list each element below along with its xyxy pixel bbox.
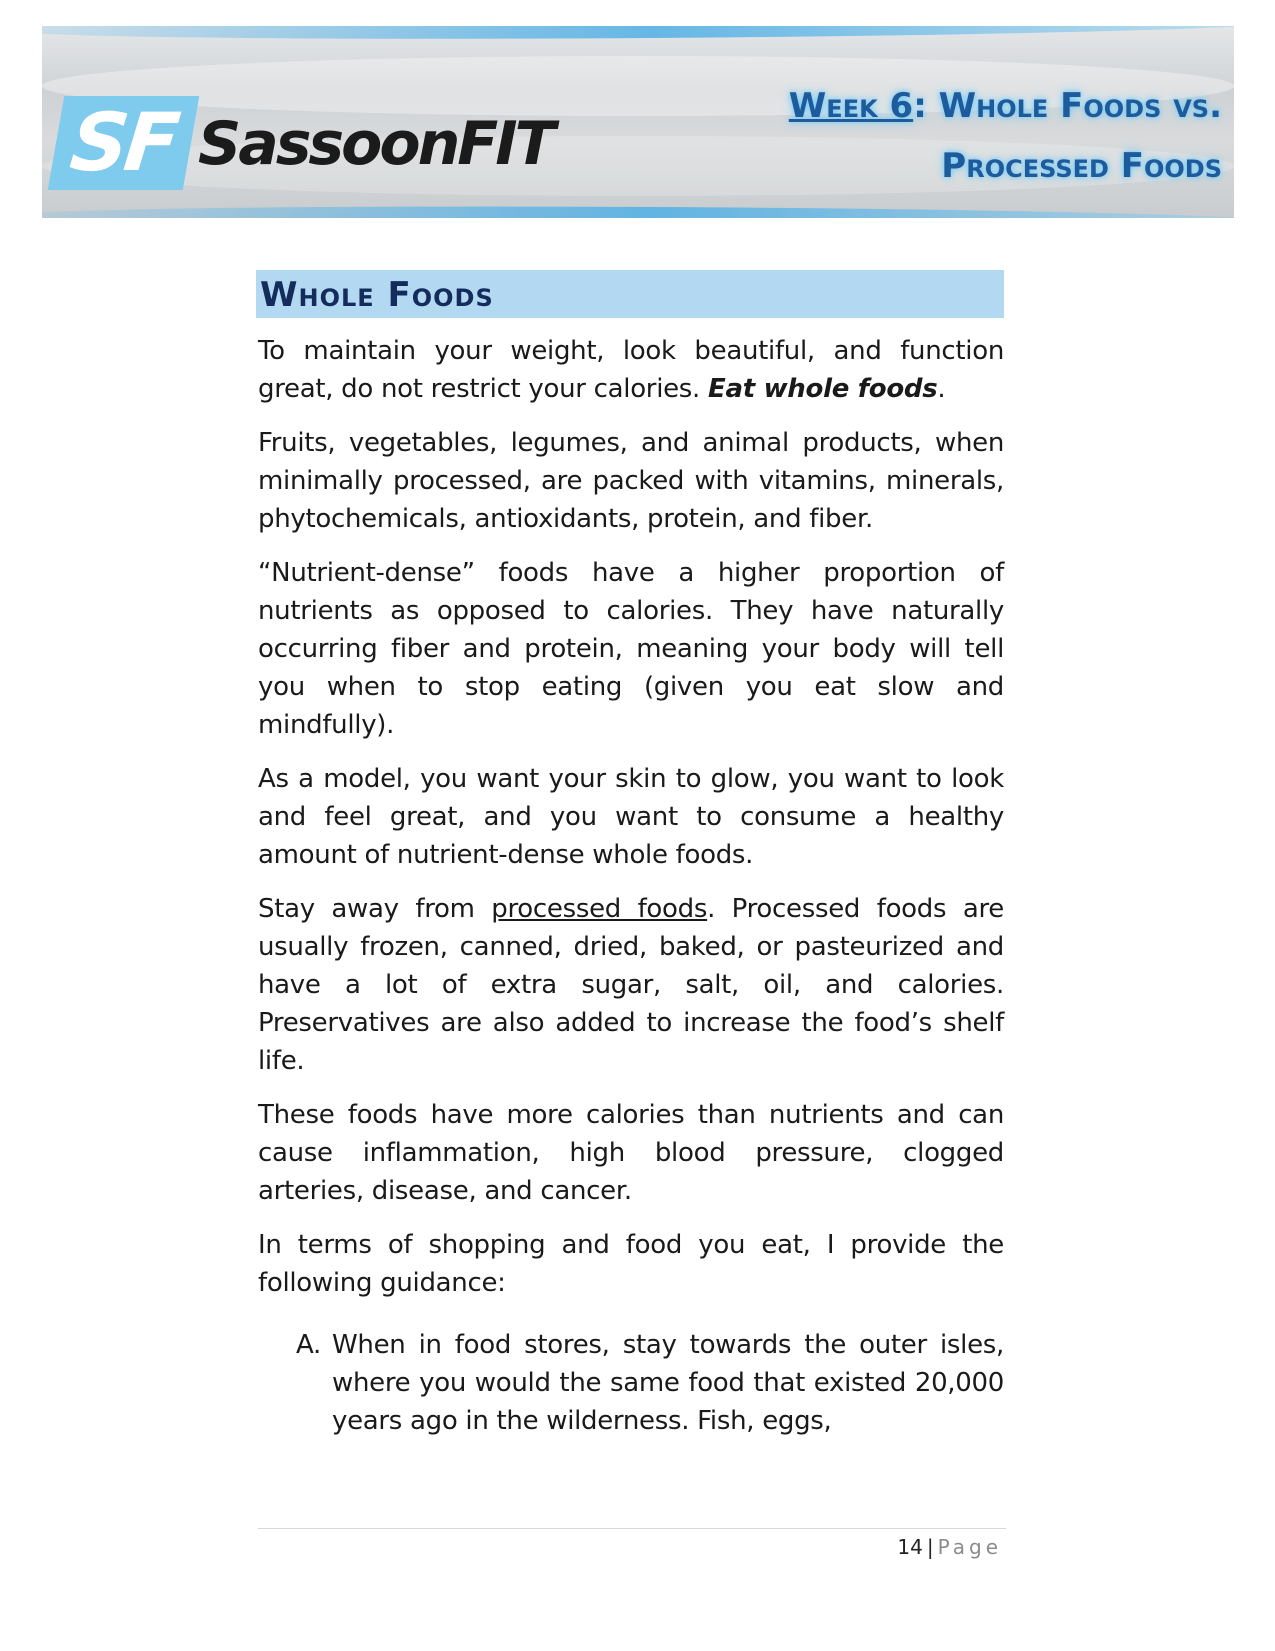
title-line1-rest: : Whole Foods vs. [913, 86, 1222, 126]
paragraph-health-risks: These foods have more calories than nutrients and can cause inflammation, high blood pressure, clogged arteries, disease, and cancer. [258, 1100, 1004, 1206]
page-number: 14 [897, 1535, 923, 1559]
paragraph-model: As a model, you want your skin to glow, you want to look and feel great, and you want to consume a healthy amount of nutrient-dense whole foods. [258, 764, 1004, 870]
emphasis-eat-whole-foods: Eat whole foods [708, 374, 938, 404]
paragraph-intro-text: To maintain your weight, look beautiful, and function great, do not restrict your calories. [258, 336, 1004, 404]
footer-divider [258, 1528, 1006, 1529]
list-item-marker: A. [296, 1330, 321, 1360]
list-item-text: When in food stores, stay towards the outer isles, where you would the same food that existed 20,000 years ago in the wilderness. Fish, eggs, [332, 1330, 1004, 1436]
week-label: Week 6 [788, 86, 914, 126]
paragraph-guidance: In terms of shopping and food you eat, I provide the following guidance: [258, 1230, 1004, 1298]
logo-wordmark: SassoonFIT [198, 109, 553, 179]
page-content [258, 270, 1004, 1440]
paragraph-intro-end: . [937, 374, 946, 404]
paragraph-processed [258, 890, 1004, 1080]
header-banner [42, 26, 1234, 218]
section-heading: Whole Foods [256, 270, 1004, 318]
page-footer [258, 1530, 1002, 1564]
document-title-line1 [789, 76, 1222, 136]
paragraph-intro [258, 332, 1004, 408]
footer-separator: | [926, 1535, 934, 1559]
list-item [258, 1326, 1004, 1440]
processed-foods-link[interactable]: processed foods [491, 894, 708, 924]
paragraph-whole-foods: Fruits, vegetables, legumes, and animal products, when minimally processed, are packed with vitamins, minerals, phytochemicals, antioxidants, protein, and fiber. [258, 428, 1004, 534]
logo-mark-text: SF [66, 96, 181, 189]
document-title [789, 76, 1222, 196]
paragraph-processed-start: Stay away from [258, 894, 492, 924]
banner-bottom-swoosh [42, 204, 1234, 218]
paragraph-nutrient-dense: “Nutrient-dense” foods have a higher proportion of nutrients as opposed to calories. They have naturally occurring fiber and protein, meaning your body will tell you when to stop eating (given you eat slow and mindfully). [258, 558, 1004, 740]
page-label: Page [937, 1535, 1002, 1559]
document-title-line2: Processed Foods [941, 146, 1222, 186]
paragraph-processed-rest: . Processed foods are usually frozen, canned, dried, baked, or pasteurized and have a lot of extra sugar, salt, oil, and calories. Preservatives are also added to increase the food’s shelf life. [258, 894, 1004, 1076]
banner-top-swoosh [42, 26, 1234, 43]
logo-mark [48, 96, 200, 190]
